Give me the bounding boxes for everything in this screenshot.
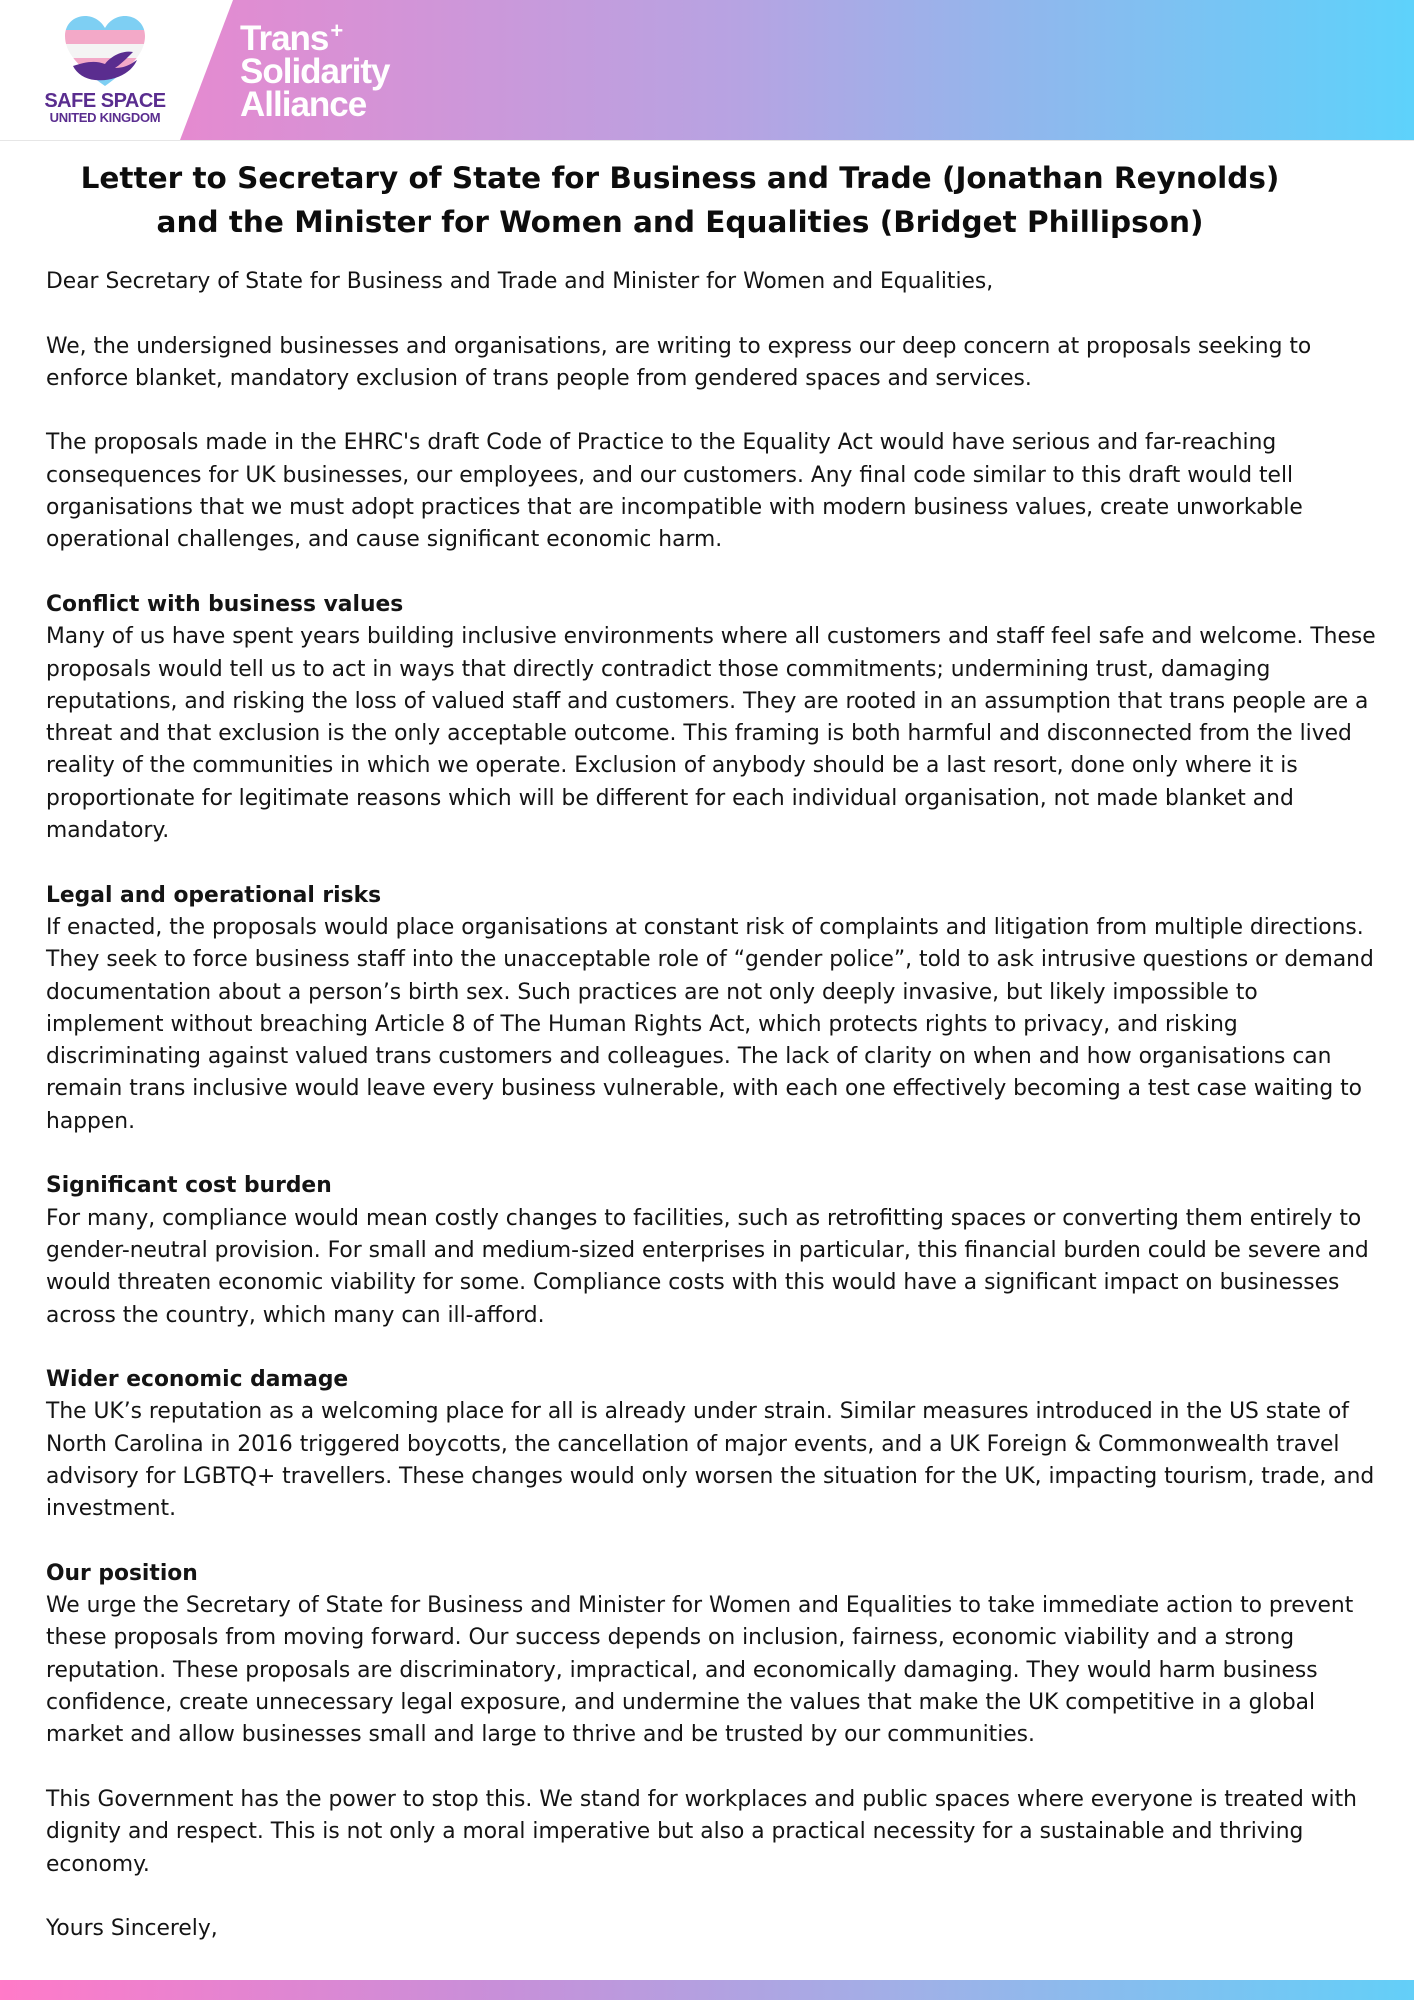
letter-title <box>60 156 1300 244</box>
section-conflict-with-business-values <box>46 589 1376 847</box>
tsa-line-alliance: Alliance <box>240 85 367 124</box>
section-text: Many of us have spent years building inclusive environments where all customers and staff feel safe and welcome. These proposals would tell us to act in ways that directly contradict those commitments; undermining trust, damaging reputations, and risking the loss of valued staff and customers. They are rooted in an assumption that trans people are a threat and that exclusion is the only acceptable outcome. This framing is both harmful and disconnected from the lived reality of the communities in which we operate. Exclusion of anybody should be a last resort, done only where it is proportionate for legitimate reasons which will be different for each individual organisation, not made blanket and mandatory. <box>46 624 1376 844</box>
trans-solidarity-alliance-logo <box>240 14 390 124</box>
tsa-line-trans: Trans <box>240 19 329 58</box>
section-wider-economic-damage <box>46 1364 1376 1525</box>
section-text: If enacted, the proposals would place organisations at constant risk of complaints and litigation from multiple directions. They seek to force business staff into the unacceptable role of “gender police”, told to ask intrusive questions or demand documentation about a person’s birth sex. Such practices are not only deeply invasive, but likely impossible to implement without breaching Article 8 of The Human Rights Act, which protects rights to privacy, and risking discriminating against valued trans customers and colleagues. The lack of clarity on when and how organisations can remain trans inclusive would leave every business vulnerable, with each one effectively becoming a test case waiting to happen. <box>46 914 1374 1134</box>
salutation: Dear Secretary of State for Business and Trade and Minister for Women and Equalities, <box>46 269 994 294</box>
letterhead-header <box>0 0 1414 141</box>
intro-paragraph: We, the undersigned businesses and organisations, are writing to express our deep concern at proposals seeking to enforce blanket, mandatory exclusion of trans people from gendered spaces and services. <box>46 333 1312 391</box>
header-gradient-banner <box>0 0 1414 140</box>
letter-title-line-2: and the Minister for Women and Equalities (Bridget Phillipson) <box>156 205 1204 239</box>
footer-gradient-bar <box>0 1980 1414 2000</box>
tsa-plus: + <box>330 18 343 43</box>
tsa-line-solidarity: Solidarity <box>240 52 390 91</box>
heart-hand-icon <box>65 16 145 88</box>
section-significant-cost-burden <box>46 1170 1376 1331</box>
section-heading: Legal and operational risks <box>46 882 382 908</box>
section-heading: Conflict with business values <box>46 591 404 617</box>
intro-paragraph: The proposals made in the EHRC's draft Code of Practice to the Equality Act would have serious and far-reaching consequences for UK businesses, our employees, and our customers. Any final code similar to this draft would tell organisations that we must adopt practices that are incompatible with modern business values, create unworkable operational challenges, and cause significant economic harm. <box>46 430 1303 553</box>
section-text: We urge the Secretary of State for Business and Minister for Women and Equalities to take immediate action to prevent these proposals from moving forward. Our success depends on inclusion, fairness, economic viability and a strong reputation. These proposals are discriminatory, impractical, and economically damaging. They would harm business confidence, create unnecessary legal exposure, and undermine the values that make the UK competitive in a global market and allow businesses small and large to thrive and be trusted by our communities. <box>46 1593 1354 1748</box>
section-heading: Significant cost burden <box>46 1173 332 1199</box>
section-legal-and-operational-risks <box>46 880 1376 1138</box>
section-heading: Wider economic damage <box>46 1367 349 1393</box>
safe-space-subtitle: UNITED KINGDOM <box>49 110 161 125</box>
sign-off: Yours Sincerely, <box>46 1916 218 1942</box>
section-our-position <box>46 1558 1376 1752</box>
closing-paragraph: This Government has the power to stop this. We stand for workplaces and public spaces where everyone is treated with dignity and respect. This is not only a moral imperative but also a practical necessity for a sustainable and thriving economy. <box>46 1786 1357 1877</box>
safe-space-logo <box>40 12 170 130</box>
section-text: For many, compliance would mean costly changes to facilities, such as retrofitting spaces or converting them entirely to gender-neutral provision. For small and medium-sized enterprises in particular, this financial burden could be severe and would threaten economic viability for some. Compliance costs with this would have a significant impact on businesses across the country, which many can ill-afford. <box>46 1205 1369 1328</box>
letter-title-line-1: Letter to Secretary of State for Business and Trade (Jonathan Reynolds) <box>80 161 1280 195</box>
safe-space-title: SAFE SPACE <box>44 90 166 112</box>
section-text: The UK’s reputation as a welcoming place for all is already under strain. Similar measures introduced in the US state of North Carolina in 2016 triggered boycotts, the cancellation of major events, and a UK Foreign & Commonwealth travel advisory for LGBTQ+ travellers. These changes would only worsen the situation for the UK, impacting tourism, trade, and investment. <box>46 1399 1375 1522</box>
letter-body <box>46 266 1376 1978</box>
section-heading: Our position <box>46 1560 198 1586</box>
